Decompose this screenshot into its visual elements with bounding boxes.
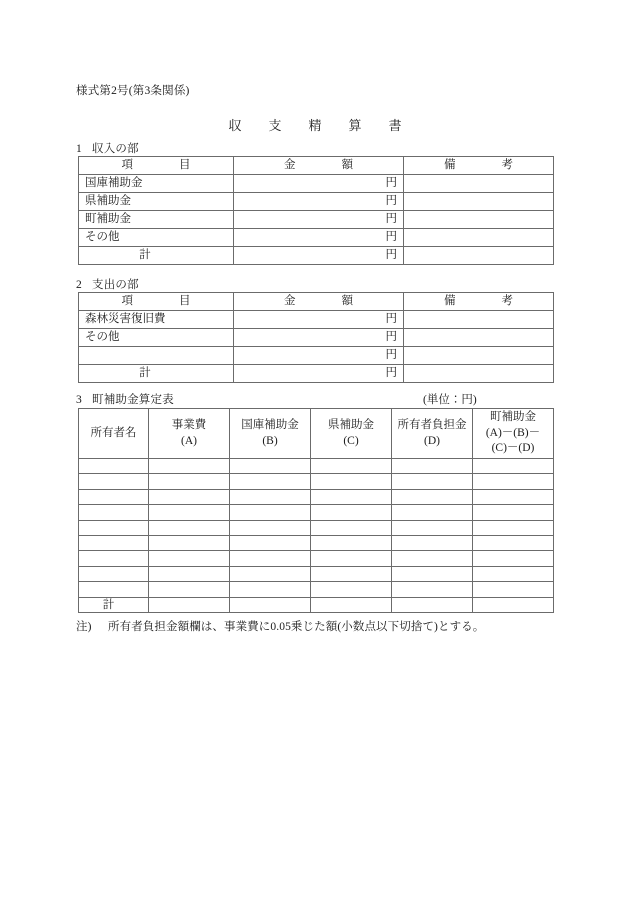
- table-header-row: [79, 157, 554, 175]
- cell-owner-name[interactable]: [79, 489, 149, 504]
- table-row: [79, 505, 554, 520]
- cell-amount[interactable]: 円: [234, 311, 404, 329]
- cell-project-cost[interactable]: [149, 474, 230, 489]
- table-row: [79, 566, 554, 581]
- cell-amount[interactable]: 円: [234, 229, 404, 247]
- cell-owner-contribution[interactable]: [392, 489, 473, 504]
- table-row: [79, 211, 554, 229]
- cell-owner-name[interactable]: [79, 566, 149, 581]
- cell-total-label: 計: [79, 597, 149, 612]
- table-row: [79, 520, 554, 535]
- cell-owner-name[interactable]: [79, 520, 149, 535]
- cell-owner-name[interactable]: [79, 474, 149, 489]
- cell-national-subsidy[interactable]: [230, 566, 311, 581]
- cell-owner-name[interactable]: [79, 505, 149, 520]
- cell-total-owner-contribution[interactable]: [392, 597, 473, 612]
- col-header-item: 項 目: [79, 157, 234, 175]
- cell-owner-contribution[interactable]: [392, 520, 473, 535]
- cell-project-cost[interactable]: [149, 535, 230, 550]
- table-row: [79, 229, 554, 247]
- cell-prefectural-subsidy[interactable]: [311, 489, 392, 504]
- cell-project-cost[interactable]: [149, 551, 230, 566]
- cell-town-subsidy[interactable]: [473, 489, 554, 504]
- cell-amount[interactable]: 円: [234, 347, 404, 365]
- cell-remarks[interactable]: [404, 311, 554, 329]
- cell-project-cost[interactable]: [149, 520, 230, 535]
- table-row: [79, 551, 554, 566]
- cell-remarks[interactable]: [404, 193, 554, 211]
- cell-owner-name[interactable]: [79, 582, 149, 597]
- cell-remarks[interactable]: [404, 229, 554, 247]
- expense-table: [78, 292, 554, 383]
- cell-owner-contribution[interactable]: [392, 566, 473, 581]
- section-heading-income: [76, 140, 139, 156]
- table-row: [79, 535, 554, 550]
- col-header-amount: 金 額: [234, 157, 404, 175]
- cell-amount[interactable]: 円: [234, 193, 404, 211]
- cell-town-subsidy[interactable]: [473, 505, 554, 520]
- section-number-3: 3: [76, 394, 82, 406]
- cell-total-amount[interactable]: 円: [234, 365, 404, 383]
- cell-remarks[interactable]: [404, 347, 554, 365]
- section-number-2: 2: [76, 279, 82, 291]
- cell-national-subsidy[interactable]: [230, 459, 311, 474]
- cell-town-subsidy[interactable]: [473, 520, 554, 535]
- cell-owner-name[interactable]: [79, 551, 149, 566]
- table-row: [79, 329, 554, 347]
- table-row: [79, 311, 554, 329]
- cell-owner-contribution[interactable]: [392, 582, 473, 597]
- cell-prefectural-subsidy[interactable]: [311, 582, 392, 597]
- cell-remarks[interactable]: [404, 211, 554, 229]
- col-header-remarks: 備 考: [404, 293, 554, 311]
- cell-total-town-subsidy[interactable]: [473, 597, 554, 612]
- cell-project-cost[interactable]: [149, 582, 230, 597]
- unit-note: (単位：円): [423, 394, 477, 406]
- cell-owner-name[interactable]: [79, 459, 149, 474]
- col-header-owner-name: 所有者名: [79, 409, 149, 459]
- cell-owner-contribution[interactable]: [392, 551, 473, 566]
- cell-amount[interactable]: 円: [234, 175, 404, 193]
- section-label-2: 支出の部: [92, 279, 139, 291]
- cell-project-cost[interactable]: [149, 566, 230, 581]
- table-row: [79, 175, 554, 193]
- footnote: [76, 618, 484, 634]
- table-row: [79, 489, 554, 504]
- cell-town-subsidy[interactable]: [473, 582, 554, 597]
- cell-remarks[interactable]: [404, 329, 554, 347]
- cell-town-subsidy[interactable]: [473, 535, 554, 550]
- cell-town-subsidy[interactable]: [473, 474, 554, 489]
- cell-item: 町補助金: [79, 211, 234, 229]
- cell-national-subsidy[interactable]: [230, 505, 311, 520]
- table-header-row: [79, 409, 554, 459]
- cell-national-subsidy[interactable]: [230, 474, 311, 489]
- cell-total-project-cost[interactable]: [149, 597, 230, 612]
- col-header-project-cost: 事業費 (A): [149, 409, 230, 459]
- cell-prefectural-subsidy[interactable]: [311, 566, 392, 581]
- col-header-prefectural-subsidy: 県補助金 (C): [311, 409, 392, 459]
- cell-amount[interactable]: 円: [234, 211, 404, 229]
- section-label-1: 収入の部: [92, 143, 139, 155]
- cell-remarks[interactable]: [404, 175, 554, 193]
- cell-total-label: 計: [79, 247, 234, 265]
- table-row: [79, 459, 554, 474]
- cell-total-remarks[interactable]: [404, 247, 554, 265]
- cell-total-prefectural-subsidy[interactable]: [311, 597, 392, 612]
- footnote-text: 所有者負担金額欄は、事業費に0.05乗じた額(小数点以下切捨て)とする。: [108, 621, 485, 633]
- table-row: [79, 582, 554, 597]
- cell-owner-contribution[interactable]: [392, 459, 473, 474]
- cell-national-subsidy[interactable]: [230, 535, 311, 550]
- cell-national-subsidy[interactable]: [230, 551, 311, 566]
- cell-prefectural-subsidy[interactable]: [311, 459, 392, 474]
- footnote-label: 注): [76, 621, 92, 633]
- cell-prefectural-subsidy[interactable]: [311, 551, 392, 566]
- cell-town-subsidy[interactable]: [473, 566, 554, 581]
- cell-owner-name[interactable]: [79, 535, 149, 550]
- cell-total-amount[interactable]: 円: [234, 247, 404, 265]
- cell-item: 県補助金: [79, 193, 234, 211]
- cell-town-subsidy[interactable]: [473, 459, 554, 474]
- cell-item: その他: [79, 329, 234, 347]
- col-header-amount: 金 額: [234, 293, 404, 311]
- col-header-remarks: 備 考: [404, 157, 554, 175]
- cell-project-cost[interactable]: [149, 459, 230, 474]
- cell-project-cost[interactable]: [149, 489, 230, 504]
- subsidy-calculation-table: [78, 408, 554, 613]
- col-header-owner-contribution: 所有者負担金 (D): [392, 409, 473, 459]
- cell-owner-contribution[interactable]: [392, 474, 473, 489]
- table-row: [79, 474, 554, 489]
- cell-prefectural-subsidy[interactable]: [311, 505, 392, 520]
- table-row: [79, 347, 554, 365]
- cell-item[interactable]: [79, 347, 234, 365]
- cell-owner-contribution[interactable]: [392, 535, 473, 550]
- table-row: [79, 193, 554, 211]
- table-total-row: [79, 365, 554, 383]
- col-header-national-subsidy: 国庫補助金 (B): [230, 409, 311, 459]
- section-number-1: 1: [76, 143, 82, 155]
- table-total-row: [79, 597, 554, 612]
- section-heading-subsidy: [76, 391, 174, 407]
- form-number: 様式第2号(第3条関係): [76, 85, 190, 97]
- cell-national-subsidy[interactable]: [230, 520, 311, 535]
- cell-total-label: 計: [79, 365, 234, 383]
- cell-prefectural-subsidy[interactable]: [311, 474, 392, 489]
- page-title: 収 支 精 算 書: [228, 118, 409, 133]
- table-header-row: [79, 293, 554, 311]
- cell-item: 国庫補助金: [79, 175, 234, 193]
- cell-owner-contribution[interactable]: [392, 505, 473, 520]
- cell-total-national-subsidy[interactable]: [230, 597, 311, 612]
- cell-item: その他: [79, 229, 234, 247]
- cell-national-subsidy[interactable]: [230, 582, 311, 597]
- cell-amount[interactable]: 円: [234, 329, 404, 347]
- col-header-town-subsidy: 町補助金 (A)－(B)－ (C)－(D): [473, 409, 554, 459]
- cell-town-subsidy[interactable]: [473, 551, 554, 566]
- table-total-row: [79, 247, 554, 265]
- section-label-3: 町補助金算定表: [92, 394, 174, 406]
- cell-national-subsidy[interactable]: [230, 489, 311, 504]
- col-header-item: 項 目: [79, 293, 234, 311]
- income-table: [78, 156, 554, 265]
- cell-prefectural-subsidy[interactable]: [311, 535, 392, 550]
- cell-item: 森林災害復旧費: [79, 311, 234, 329]
- cell-total-remarks[interactable]: [404, 365, 554, 383]
- cell-project-cost[interactable]: [149, 505, 230, 520]
- section-heading-expense: [76, 276, 139, 292]
- cell-prefectural-subsidy[interactable]: [311, 520, 392, 535]
